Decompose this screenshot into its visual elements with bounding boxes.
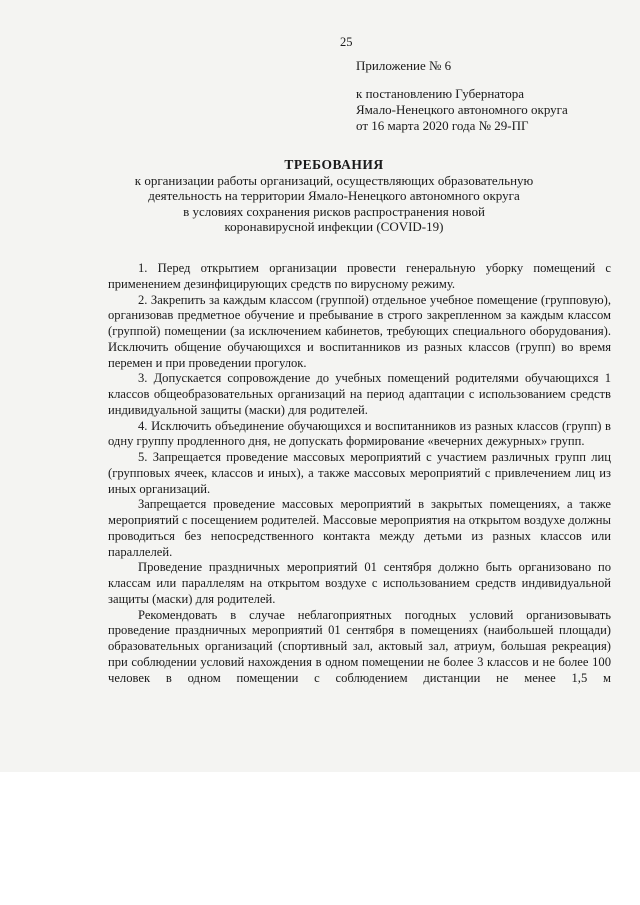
paragraph-6: Запрещается проведение массовых мероприятий в закрытых помещениях, а также мероприятий с посещением родителей. Массовые мероприятия на открытом воздухе должны проводиться без непосредственного контакта между детьми из разных классов или параллелей. <box>108 497 611 559</box>
appendix-block <box>356 58 568 134</box>
appendix-line: к постановлению Губернатора <box>356 86 525 101</box>
document-subtitle-line: коронавирусной инфекции (COVID-19) <box>224 218 444 234</box>
document-body <box>108 261 611 686</box>
document-subtitle-line: в условиях сохранения рисков распространения новой <box>183 203 485 219</box>
paragraph-1: 1. Перед открытием организации провести генеральную уборку помещений с применением дезинфицирующих средств по вирусному режиму. <box>108 261 611 291</box>
paragraph-5: 5. Запрещается проведение массовых мероприятий с участием различных групп лиц (групповых ячеек, классов и иных), а также массовых мероприятий с привлечением лиц из иных организаций. <box>108 450 611 496</box>
page-number: 25 <box>340 35 353 49</box>
document-title: ТРЕБОВАНИЯ <box>284 157 384 172</box>
document-subtitle-line: деятельность на территории Ямало-Ненецкого автономного округа <box>148 188 520 204</box>
document-heading <box>96 157 572 234</box>
appendix-line: Ямало-Ненецкого автономного округа <box>356 102 568 117</box>
paragraph-2: 2. Закрепить за каждым классом (группой) отдельное учебное помещение (групповую), организовав предметное обучение и пребывание в строго закрепленном за каждым классом (группой) помещении (за исключением кабинетов, требующих специального оборудования). Исключить общение обучающихся и воспитанников из разных классов (групп) во время перемен и при проведении прогулок. <box>108 292 611 370</box>
appendix-line: от 16 марта 2020 года № 29-ПГ <box>356 118 529 133</box>
paragraph-7: Проведение праздничных мероприятий 01 сентября должно быть организовано по классам или параллелям на открытом воздухе с использованием средств индивидуальной защиты (маски) для родителей. <box>108 560 611 606</box>
paragraph-8: Рекомендовать в случае неблагоприятных погодных условий организовывать проведение праздничных мероприятий 01 сентября в помещениях (наибольшей площади) образовательных организаций (спортивный зал, актовый зал, атриум, большая рекреация) при соблюдении условий нахождения в одном помещении не более 3 классов и не более 100 человек в одном помещении с соблюдением дистанции не менее 1,5 м <box>108 607 611 685</box>
document-subtitle-line: к организации работы организаций, осуществляющих образовательную <box>134 173 534 189</box>
paragraph-4: 4. Исключить объединение обучающихся и воспитанников из разных классов (групп) в одну группу продленного дня, не допускать формирование «вечерних дежурных» групп. <box>108 418 611 449</box>
paragraph-3: 3. Допускается сопровождение до учебных помещений родителями обучающихся 1 классов общеобразовательных организаций на период адаптации с использованием средств индивидуальной защиты (маски) для родителей. <box>108 371 611 417</box>
appendix-title: Приложение № 6 <box>356 58 452 73</box>
